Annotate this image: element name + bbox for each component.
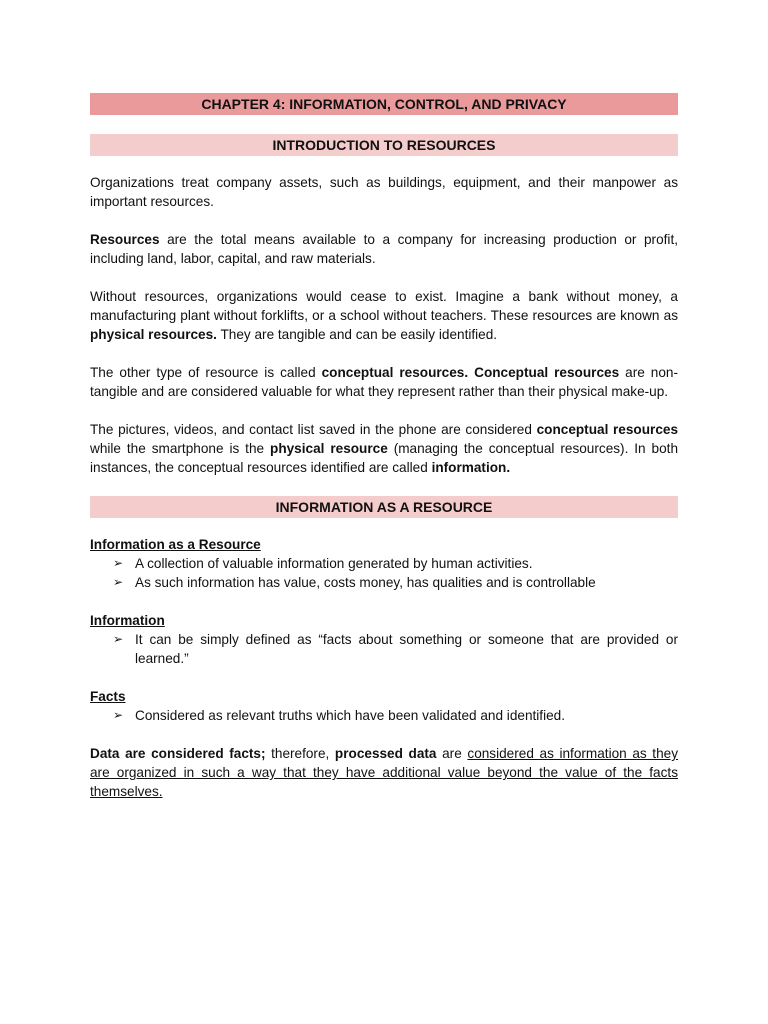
bold-term: physical resource [270, 441, 388, 456]
bullet-list [90, 706, 678, 725]
paragraph-text: are the total means available to a company for increasing production or profit, including land, labor, capital, and raw materials. [90, 232, 678, 266]
bold-term: processed data [334, 746, 437, 761]
bold-term: physical resources. [90, 327, 217, 342]
paragraph-text: therefore, [265, 746, 335, 761]
section-heading-information: INFORMATION AS A RESOURCE [90, 496, 678, 518]
arrow-bullet-icon: ➢ [113, 575, 124, 589]
chapter-title: CHAPTER 4: INFORMATION, CONTROL, AND PRIVACY [90, 93, 678, 115]
list-item [90, 573, 678, 592]
paragraph-text: The pictures, videos, and contact list saved in the phone are considered [90, 422, 537, 437]
bullet-list [90, 554, 678, 592]
arrow-bullet-icon: ➢ [113, 708, 124, 722]
paragraph-text: (managing the conceptual resources). In both instances, the conceptual resources identified are called [90, 441, 679, 475]
bold-term: Data are considered facts; [90, 746, 266, 761]
list-item [90, 554, 678, 573]
conceptual-resources-paragraph [90, 363, 678, 401]
bold-term: conceptual resources. Conceptual resources [321, 365, 620, 380]
list-item-text: As such information has value, costs money, has qualities and is controllable [135, 575, 596, 590]
paragraph-text: are non-tangible and are considered valuable for what they represent rather than their physical make-up. [90, 365, 678, 399]
arrow-bullet-icon: ➢ [113, 556, 124, 570]
document-page [90, 93, 678, 801]
list-item-text: A collection of valuable information generated by human activities. [135, 556, 533, 571]
list-item-text: Considered as relevant truths which have been validated and identified. [135, 708, 565, 723]
definition-groups [90, 535, 678, 725]
physical-resources-paragraph [90, 287, 678, 344]
definition-title: Information as a Resource [90, 537, 261, 552]
paragraph-text: while the smartphone is the [90, 441, 271, 456]
list-item-text: It can be simply defined as “facts about something or someone that are provided or learned.” [135, 632, 678, 666]
list-item [90, 706, 678, 725]
section-heading-introduction: INTRODUCTION TO RESOURCES [90, 134, 678, 156]
list-item [90, 630, 678, 668]
definition-title: Facts [90, 689, 126, 704]
arrow-bullet-icon: ➢ [113, 632, 124, 646]
bullet-list [90, 630, 678, 668]
closing-paragraph [90, 744, 678, 801]
phone-example-paragraph [90, 420, 678, 477]
paragraph-text: The other type of resource is called [90, 365, 322, 380]
paragraph-text: They are tangible and can be easily identified. [216, 327, 498, 342]
bold-term: Resources [90, 232, 160, 247]
paragraph-text: are [436, 746, 468, 761]
resources-definition-paragraph [90, 230, 678, 268]
underlined-text: considered as information as they are organized in such a way that they have additional value beyond the value of the facts themselves. [90, 746, 679, 799]
bold-term: conceptual resources [536, 422, 678, 437]
bold-term: information. [431, 460, 511, 475]
definition-group [90, 535, 678, 592]
paragraph-text: Without resources, organizations would cease to exist. Imagine a bank without money, a manufacturing plant without forklifts, or a school without teachers. These resources are known as [90, 289, 678, 323]
definition-group [90, 611, 678, 668]
definition-title: Information [90, 613, 165, 628]
intro-paragraph: Organizations treat company assets, such as buildings, equipment, and their manpower as important resources. [90, 175, 678, 209]
definition-group [90, 687, 678, 725]
